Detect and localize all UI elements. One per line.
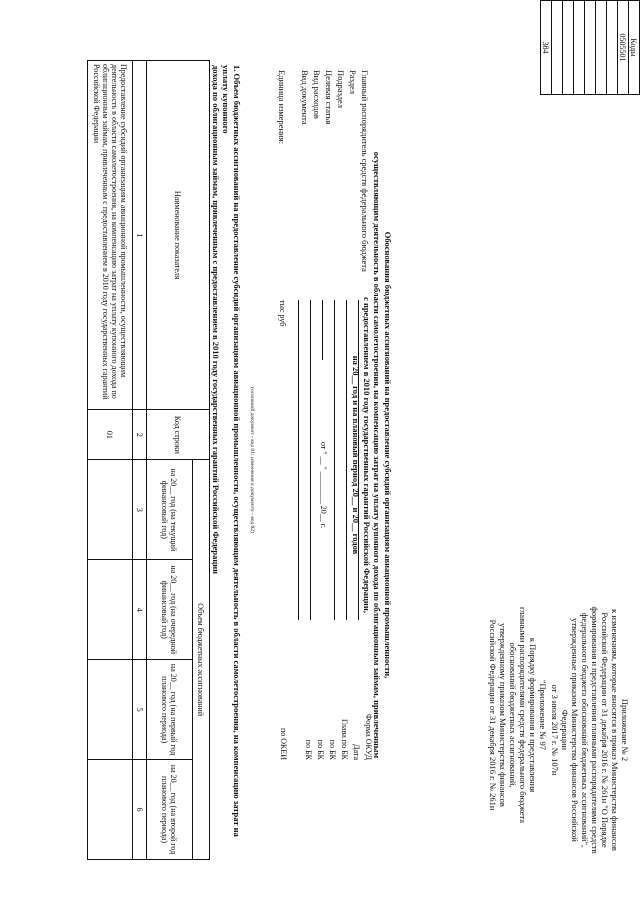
order-line: главными распорядителями средств федерального бюджета <box>517 607 528 823</box>
appendix-line: утвержденные приказом Министерства финансов Российской <box>569 618 580 842</box>
okud-value: 0505501 <box>618 1 629 95</box>
date-label: Дата <box>352 744 361 760</box>
section-title <box>210 65 242 845</box>
col-group-header: Объем бюджетных ассигнований <box>193 460 210 860</box>
underline <box>298 300 299 620</box>
appendix-header <box>550 585 630 875</box>
row-code: 01 <box>88 410 133 460</box>
appendix-line: к изменениям, которые вносятся в приказ Министерства финансов <box>609 609 620 851</box>
underline <box>310 300 311 620</box>
col-number-1: 1 <box>133 61 147 410</box>
order-line: к Порядку формирования и представления <box>527 637 538 793</box>
row-value-next <box>88 560 133 660</box>
table-row <box>88 61 133 860</box>
underline <box>334 300 335 620</box>
label-target-article: Целевая статья <box>324 70 334 125</box>
bk1-value <box>585 1 596 95</box>
col-number-2: 2 <box>133 410 147 460</box>
glava-label: Глава по БК <box>340 719 349 760</box>
col-header-plan2: на 20__ год (на второй год планового периода) <box>147 760 193 860</box>
appendix-line: Приложение № 2 <box>620 698 630 762</box>
col-header-current: на 20__ год (на текущий финансовый год) <box>147 460 193 560</box>
row-value-plan2 <box>88 760 133 860</box>
okei-label: по ОКЕИ <box>279 727 288 760</box>
underline <box>358 300 359 620</box>
order-line: обоснований бюджетных ассигнований, <box>507 642 518 788</box>
order-line: утвержденному приказом Министерства финансов <box>497 623 508 807</box>
order-line: Российской Федерации от 31 декабря 2016 г. № 261н <box>487 619 498 811</box>
bk1-label: по БК <box>328 739 337 760</box>
okei-value: 384 <box>541 1 552 95</box>
codes-table <box>540 0 640 95</box>
col-header-plan1: на 20__ год (на первый год планового периода) <box>147 660 193 760</box>
col-header-code: Код строки <box>147 410 210 460</box>
title-line: на 20__ год и на плановый период 20__ и 20__ годов <box>351 355 362 555</box>
date-line: от " __ " ________ 20__ г. <box>319 441 328 529</box>
okud-label: Форма ОКУД <box>364 713 373 760</box>
label-section: Раздел <box>348 70 358 95</box>
title-line: Обоснования бюджетных ассигнований на предоставление субсидий организациям авиационной промышленности, <box>383 231 393 679</box>
label-main-distributor: Главный распорядитель средств федерального бюджета <box>360 70 370 272</box>
title-line: с предоставлением в 2010 году государственных гарантий Российской Федерации, <box>361 297 372 613</box>
section-line: дохода по облигационным займам, привлеченным с предоставлением в 2010 году государственных гарантий Российской Федерации <box>210 65 221 575</box>
section-line: 1. Объем бюджетных ассигнований на предоставление субсидий организациям авиационной промышленности, осуществляющим деятельность в области самолетостроения, на компенсацию затрат на уплату купонного <box>221 65 242 837</box>
appendix-line: федерального бюджета обоснований бюджетных ассигнований", <box>579 612 590 848</box>
label-subsection: Подраздел <box>336 70 346 109</box>
doc-type-note: (основной документ - код 01; изменения к документу - код 02) <box>249 387 255 533</box>
label-expense-type: Вид расходов <box>312 70 322 119</box>
row-value-current <box>88 460 133 560</box>
codes-header: Коды <box>629 1 640 95</box>
col-header-next: на 20__ год (на очередной финансовый год) <box>147 560 193 660</box>
bk3-value <box>563 1 574 95</box>
row-name: Предоставление субсидий организациям авиационной промышленности, осуществляющим деятельность в области самолетостроения, на компенсацию затрат на уплату купонного дохода по облигационным займам, привлеченным с предоставлением в 2010 году государственных гарантий Российской Федерации <box>88 61 133 410</box>
order-header <box>488 545 548 885</box>
title-line: осуществляющим деятельность в области самолетостроения, на компенсацию затрат на уплату купонного дохода по облигационным займам, привлеченным <box>372 151 383 759</box>
bk2-value <box>574 1 585 95</box>
appendix-line: формирования и представления главными распорядителями средств <box>589 606 600 854</box>
appendix-line: Российской Федерации от 31 декабря 2016 г. № 261н "О Порядке <box>599 612 610 848</box>
label-unit: Единица измерения: <box>277 70 287 144</box>
bk3-label: по БК <box>304 739 313 760</box>
underline <box>322 300 323 360</box>
bk2-label: по БК <box>316 739 325 760</box>
col-number-4: 4 <box>133 560 147 660</box>
col-number-3: 3 <box>133 460 147 560</box>
appendix-line: Федерации <box>559 709 570 751</box>
col-number-5: 5 <box>133 660 147 760</box>
doc-type-value <box>552 1 563 95</box>
allocations-table <box>87 60 210 860</box>
glava-value <box>596 1 607 95</box>
row-value-plan1 <box>88 660 133 760</box>
date-value <box>607 1 618 95</box>
order-line: "Приложение № 97 <box>538 680 548 750</box>
col-header-name: Наименование показателя <box>147 61 210 410</box>
label-document-type: Вид документа <box>300 70 310 125</box>
appendix-line: от 3 июля 2017 г. № 107н <box>549 684 560 776</box>
unit-value: тыс руб <box>278 300 287 327</box>
col-number-6: 6 <box>133 760 147 860</box>
underline <box>346 300 347 620</box>
